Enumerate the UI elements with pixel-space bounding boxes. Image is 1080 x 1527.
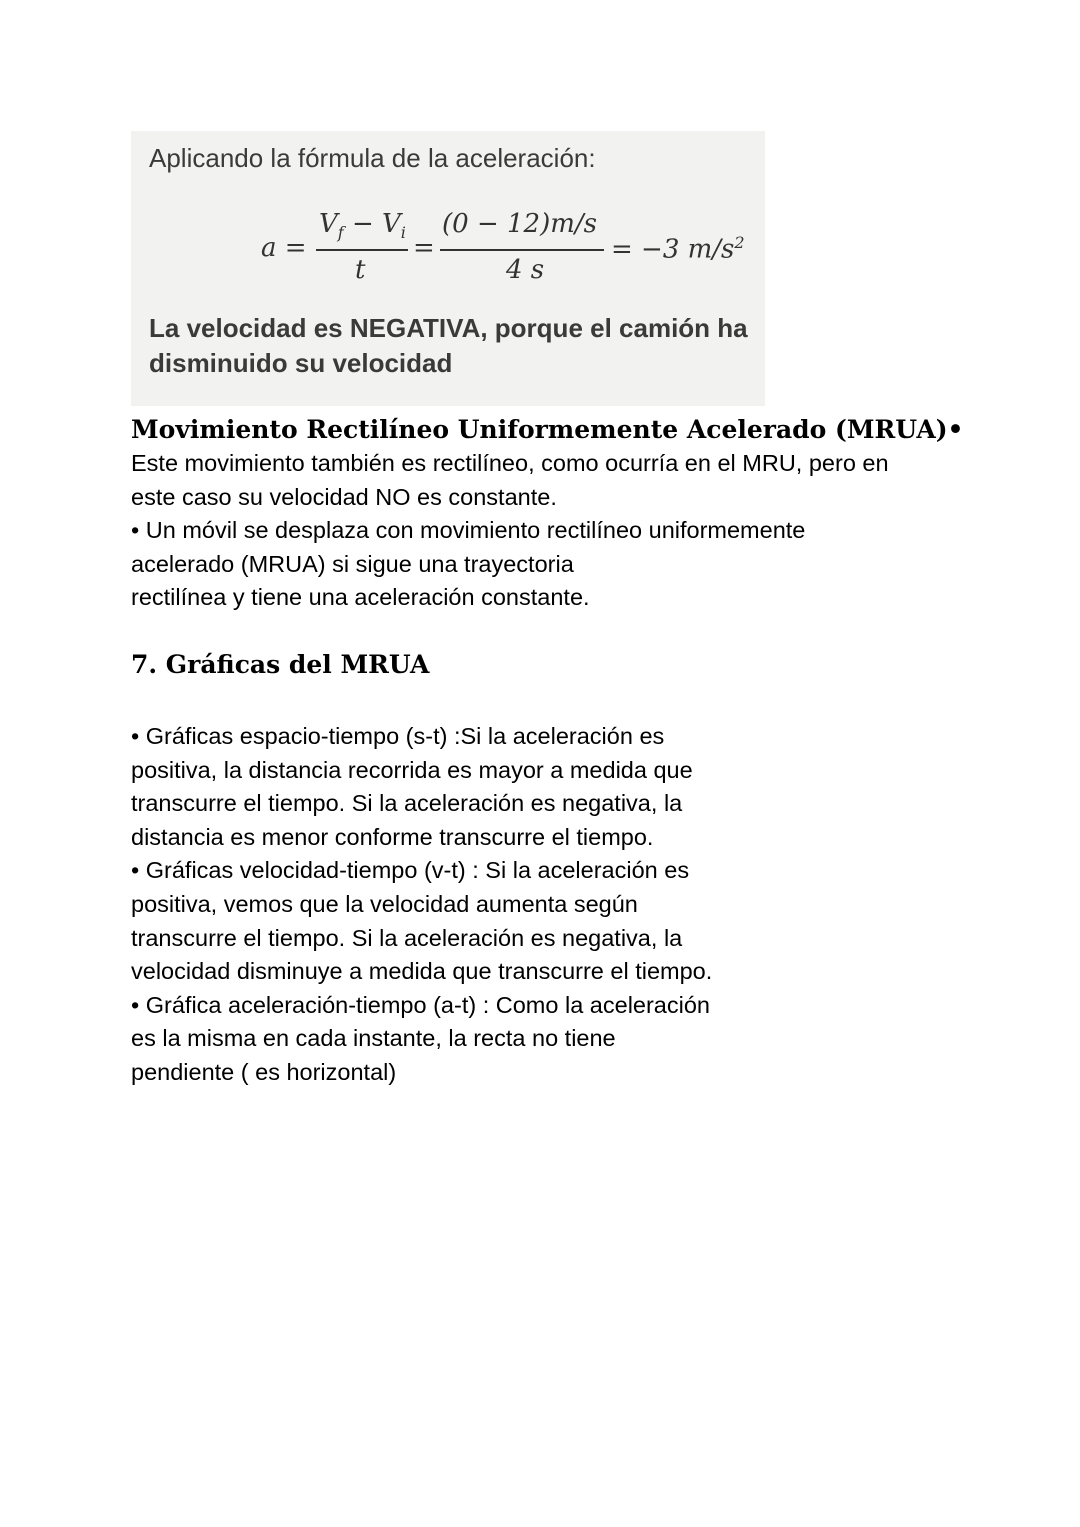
graphs-heading: 7. Gráficas del MRUA (131, 650, 430, 679)
text-line: acelerado (MRUA) si sigue una trayectoria (131, 550, 574, 577)
text-line: • Gráfica aceleración-tiempo (a-t) : Como la aceleración (131, 991, 710, 1018)
text-line: pendiente ( es horizontal) (131, 1058, 397, 1085)
text-line: transcurre el tiempo. Si la aceleración es negativa, la (131, 924, 683, 951)
text-line: positiva, la distancia recorrida es mayor a medida que (131, 756, 693, 783)
text-line: transcurre el tiempo. Si la aceleración es negativa, la (131, 790, 683, 817)
note-line: La velocidad es NEGATIVA, porque el camión ha (149, 313, 748, 343)
note-line: disminuido su velocidad (149, 348, 453, 378)
formula-num1: $V_f - V_i$ (319, 209, 406, 243)
text-line: velocidad disminuye a medida que transcurre el tiempo. (131, 958, 713, 985)
text-line: este caso su velocidad NO es constante. (131, 483, 557, 510)
mrua-paragraph (131, 447, 889, 615)
formula-lhs: a = (261, 233, 307, 263)
text-line: • Gráficas espacio-tiempo (s-t) :Si la aceleración es (131, 723, 665, 749)
text-line: positiva, vemos que la velocidad aumenta según (131, 890, 638, 917)
formula-eq2: = (413, 233, 435, 263)
fraction-bar-2 (440, 249, 604, 251)
formula-den1: t (355, 255, 366, 285)
text-line: Este movimiento también es rectilíneo, como ocurría en el MRU, pero en (131, 450, 889, 476)
text-line: • Gráficas velocidad-tiempo (v-t) : Si la aceleración es (131, 857, 690, 884)
example-note (149, 311, 749, 381)
example-box (131, 131, 765, 406)
graphs-paragraph (131, 720, 712, 1090)
example-intro: Aplicando la fórmula de la aceleración: (149, 143, 596, 173)
mrua-heading: Movimiento Rectilíneo Uniformemente Acelerado (MRUA)• (131, 415, 964, 444)
acceleration-formula (261, 205, 761, 295)
formula-num2: (0 − 12)m/s (442, 209, 597, 239)
text-line: rectilínea y tiene una aceleración constante. (131, 584, 590, 611)
fraction-bar-1 (316, 249, 408, 251)
text-line: • Un móvil se desplaza con movimiento rectilíneo uniformemente (131, 517, 806, 544)
formula-result: = −3 $m/s^2$ (611, 233, 745, 265)
text-line: distancia es menor conforme transcurre el tiempo. (131, 823, 654, 850)
text-line: es la misma en cada instante, la recta no tiene (131, 1025, 616, 1052)
formula-den2: 4 s (506, 255, 545, 285)
